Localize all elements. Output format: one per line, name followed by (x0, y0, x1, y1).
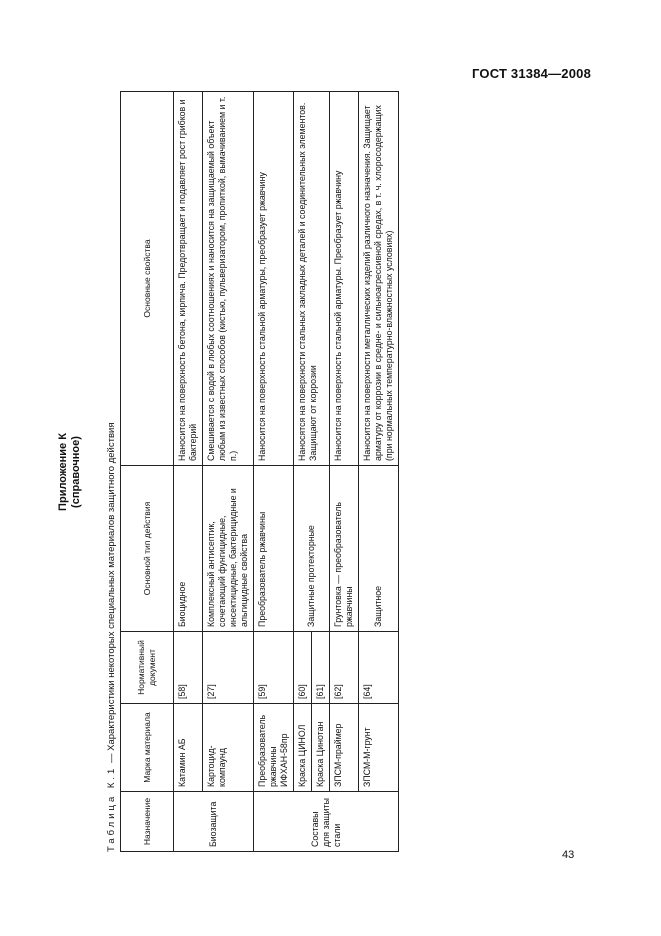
table-row (359, 92, 399, 852)
cell-brand: Катамин АБ (174, 704, 203, 792)
cell-action: Грунтовка — преобразователь ржавчины (330, 466, 359, 632)
table-row (294, 92, 312, 852)
cell-action: Преобразователь ржавчины (254, 466, 294, 632)
col-header-brand: Марка материала (121, 704, 174, 792)
cell-brand: ЗПСМ-праймер (330, 704, 359, 792)
appendix-subtitle: (справочное) (70, 436, 82, 508)
cell-brand: Краска ЦИНОЛ (294, 704, 312, 792)
col-header-properties: Основные свойства (121, 92, 174, 466)
cell-properties: Смешивается с водой в любых соотношениях и наносится на защищаемый объект любым из известных способов (кистью, пульверизатором, пропиткой, вымачиванием и т. п.) (203, 92, 254, 466)
cell-properties: Наносится на поверхность стальной арматуры. Преобразует ржавчину (330, 92, 359, 466)
col-header-purpose: Назначение (121, 792, 174, 852)
cell-brand: Картоцид-компаунд (203, 704, 254, 792)
table-row (254, 92, 294, 852)
table-header-row (121, 92, 174, 852)
appendix-title: Приложение К (57, 433, 69, 511)
cell-purpose-biozashchita: Биозащита (174, 792, 254, 852)
cell-action: Комплексный антисептик, сочетающий фунгицидные, инсектицидные, бактерицидные и альгицидные свойства (203, 466, 254, 632)
standard-header: ГОСТ 31384—2008 (472, 66, 591, 81)
cell-properties: Наносится на поверхности металлических изделий различного назначения. Защищает арматуру от коррозии в средне- и сильноагрессивной средах, в т. ч. хлоросодержащих (при нормальных температурно-влажностных условиях) (359, 92, 399, 466)
col-header-action: Основной тип действия (121, 466, 174, 632)
cell-action: Биоцидное (174, 466, 203, 632)
cell-brand: ЗПСМ-М-грунт (359, 704, 399, 792)
cell-document: [60] (294, 632, 312, 704)
cell-purpose-steel-protection: Составы для защиты стали (254, 792, 399, 852)
page-number: 43 (562, 849, 575, 861)
table-row (203, 92, 254, 852)
cell-action: Защитные протекторные (294, 466, 330, 632)
cell-document: [64] (359, 632, 399, 704)
cell-properties: Наносится на поверхность стальной арматуры, преобразует ржавчину (254, 92, 294, 466)
cell-brand: Преобразователь ржавчины ИФХАН-58пр (254, 704, 294, 792)
cell-document: [62] (330, 632, 359, 704)
cell-properties: Наносятся на поверхности стальных закладных деталей и соединительных элементов. Защищают от коррозии (294, 92, 330, 466)
table-caption-text: — Характеристики некоторых специальных материалов защитного действия (106, 422, 117, 766)
cell-document: [58] (174, 632, 203, 704)
materials-table (120, 91, 399, 852)
col-header-document: Нормативный документ (121, 632, 174, 704)
cell-document: [59] (254, 632, 294, 704)
table-row (174, 92, 203, 852)
cell-document: [61] (312, 632, 330, 704)
cell-properties: Наносится на поверхность бетона, кирпича. Предотвращает и подавляет рост грибков и бактерий (174, 92, 203, 466)
table-caption (106, 423, 117, 852)
cell-document: [27] (203, 632, 254, 704)
table-row (330, 92, 359, 852)
rotated-content (55, 92, 605, 852)
cell-action: Защитное (359, 466, 399, 632)
table-caption-label: Таблица К.1 (106, 765, 117, 852)
cell-brand: Краска Цинотан (312, 704, 330, 792)
